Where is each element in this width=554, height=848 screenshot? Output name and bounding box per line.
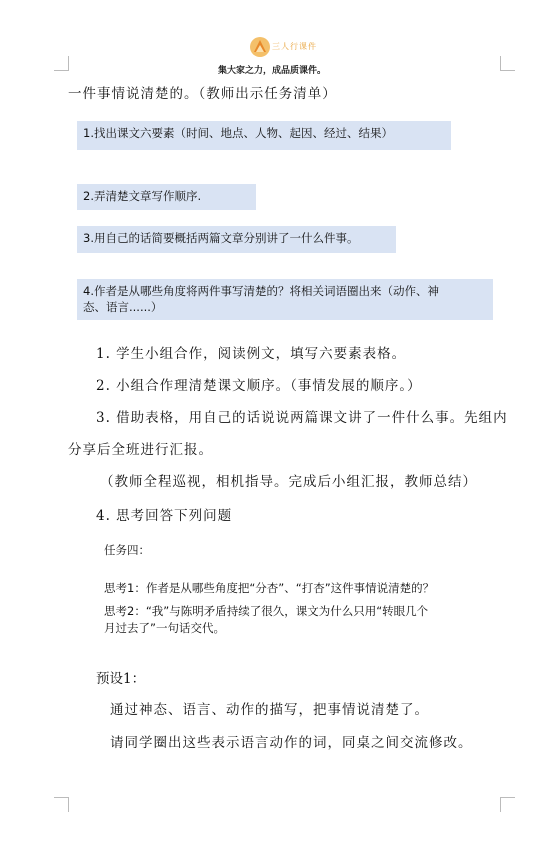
task-3-text: 3.用自己的话简要概括两篇文章分别讲了一什么件事。 <box>83 231 359 245</box>
step-4: 4. 思考回答下列问题 <box>96 508 233 524</box>
question-1: 思考1：作者是从哪些角度把“分杏”、“打杏”这件事情说清楚的？ <box>104 581 435 595</box>
crop-mark-top-left <box>54 56 69 71</box>
task-box-1 <box>77 121 451 150</box>
crop-mark-bottom-right <box>500 797 515 812</box>
step-3-line-2: 分享后全班进行汇报。 <box>68 442 213 458</box>
question-2-line-2: 月过去了”一句话交代。 <box>104 621 225 635</box>
header-tagline: 集大家之力，成品质课件。 <box>218 66 327 76</box>
intro-line: 一件事情说清楚的。（教师出示任务清单） <box>68 86 337 102</box>
teacher-note: （教师全程巡视，相机指导。完成后小组汇报，教师总结） <box>100 474 477 490</box>
task-4-line-2: 态、语言......） <box>83 300 163 314</box>
logo-icon <box>248 36 272 58</box>
task-4-line-1: 4.作者是从哪些角度将两件事写清楚的？将相关词语圈出来（动作、神 <box>83 284 439 298</box>
task-1-text: 1.找出课文六要素（时间、地点、人物、起因、经过、结果） <box>83 126 393 140</box>
question-2-line-1: 思考2：“我”与陈明矛盾持续了很久，课文为什么只用“转眼几个 <box>104 604 429 618</box>
preset-line-2: 请同学圈出这些表示语言动作的词，同桌之间交流修改。 <box>110 735 473 751</box>
logo-text: 三人行课件 <box>272 42 317 51</box>
crop-mark-top-right <box>500 56 515 71</box>
task-2-text: 2.弄清楚文章写作顺序. <box>83 189 202 203</box>
task-box-4 <box>77 279 493 320</box>
preset-line-1: 通过神态、语言、动作的描写，把事情说清楚了。 <box>110 702 429 718</box>
crop-mark-bottom-left <box>54 797 69 812</box>
task4-label: 任务四： <box>104 543 150 557</box>
task-box-3 <box>77 226 396 253</box>
task-box-2 <box>77 184 256 210</box>
preset-label: 预设1： <box>96 671 146 687</box>
step-3-line-1: 3. 借助表格，用自己的话说说两篇课文讲了一件什么事。先组内 <box>96 410 508 426</box>
step-1: 1. 学生小组合作，阅读例文，填写六要素表格。 <box>96 346 407 362</box>
step-2: 2. 小组合作理清楚课文顺序。（事情发展的顺序。） <box>96 378 422 394</box>
